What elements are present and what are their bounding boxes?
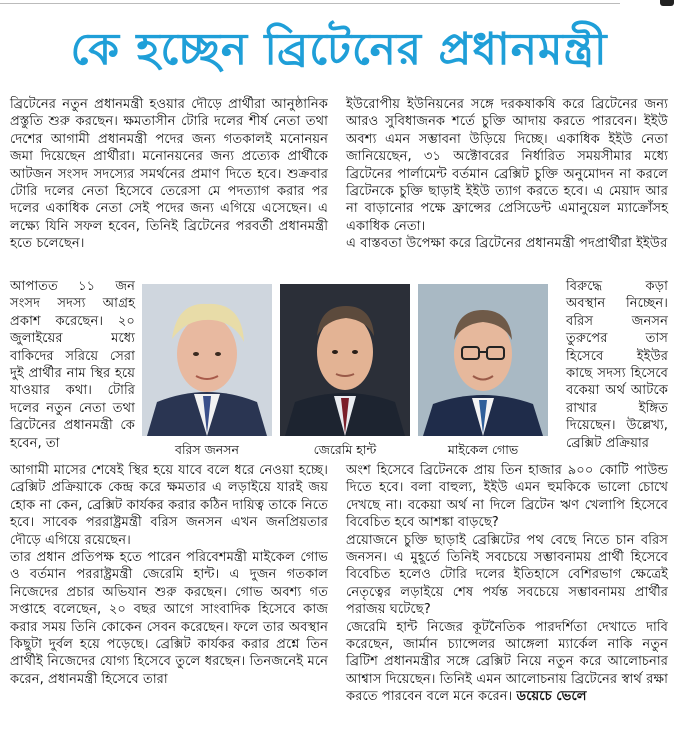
portrait-1 bbox=[142, 284, 272, 436]
left-paragraph-2: আগামী মাসের শেষেই স্থির হয়ে যাবে বলে ধরে নেওয়া হচ্ছে। ব্রেক্সিট প্রক্রিয়াকে কেন্দ্র করে ক্ষমতার এ লড়াইয়ে যারই জয় হোক না কেন, ব্রেক্সিট কার্যকর করার কঠিন দায়িত্ব তাকে নিতে হবে। সাবেক পররাষ্ট্রমন্ত্রী বরিস জনসন এখন জনপ্রিয়তার দৌড়ে এগিয়ে রয়েছেন। bbox=[10, 463, 328, 548]
article-headline: কে হচ্ছেন ব্রিটেনের প্রধানমন্ত্রী bbox=[70, 24, 608, 75]
page-corner-mark bbox=[660, 0, 674, 6]
left-column-top bbox=[10, 96, 328, 253]
right-paragraph-4: প্রয়োজনে চুক্তি ছাড়াই ব্রেক্সিটের পথ বেছে নিতে চান বরিস জনসন। এ মুহূর্তে তিনিই সবচেয়ে সম্ভাবনাময় প্রার্থী হিসেবে বিবেচিত হলেও টোরি দলের ইতিহাসে বেশিরভাগ ক্ষেত্রেই নেতৃত্বের লড়াইয়ে শেষ পর্যন্ত সবচেয়ে সম্ভাবনাময় প্রার্থীর পরাজয় ঘটেছে? bbox=[346, 532, 668, 618]
right-column-top bbox=[346, 96, 668, 253]
right-paragraph-3: অংশ হিসেবে ব্রিটেনকে প্রায় তিন হাজার ৯০০ কোটি পাউন্ড দিতে হবে। বলা বাহুল্য, ইইউ এমন হুমকিকে ভালো চোখে দেখছে না। বকেয়া অর্থ না দিলে ব্রিটেন ঋণ খেলাপি হিসেবে বিবেচিত হবে আশঙ্কা বাড়ছে? bbox=[346, 463, 668, 531]
right-paragraph-5 bbox=[346, 619, 668, 706]
portrait-3 bbox=[418, 284, 548, 436]
left-column-bottom bbox=[10, 462, 328, 688]
photo-boris-johnson bbox=[142, 284, 272, 436]
left-column-beside-photos: আপাতত ১১ জন সংসদ সদস্য আগ্রহ প্রকাশ করেছেন। ২০ জুলাইয়ের মধ্যে বাকিদের সরিয়ে সেরা দুই প্রার্থীর নাম স্থির হয়ে যাওয়ার কথা। টোরি দলের নতুন নেতা তথা ব্রিটেনের প্রধানমন্ত্রী কে হবেন, তা bbox=[10, 279, 135, 451]
source-credit: ডয়েচে ভেলে bbox=[516, 689, 587, 705]
top-rule bbox=[0, 0, 678, 8]
top-rule-line bbox=[0, 3, 620, 4]
portrait-2 bbox=[280, 284, 410, 436]
caption-boris-johnson: বরিস জনসন bbox=[174, 442, 239, 457]
left-paragraph-3: তার প্রধান প্রতিপক্ষ হতে পারেন পরিবেশমন্ত্রী মাইকেল গোভ ও বর্তমান পররাষ্ট্রমন্ত্রী জেরেমি হান্ট। এ দুজন গতকাল নিজেদের প্রচার অভিযান শুরু করছেন। গোভ অবশ্য গত সপ্তাহে বলেছেন, ২০ বছর আগে সাংবাদিক হিসেবে কাজ করার সময় তিনি কোকেন সেবন করেছেন। ফলে তার অবস্থান কিছুটা দুর্বল হয়ে পড়েছে। ব্রেক্সিট কার্যকর করার প্রশ্নে তিন প্রার্থীই নিজেদের যোগ্য হিসেবে তুলে ধরছেন। তিনজনেই মনে করেন, প্রধানমন্ত্রী হিসেবে তারা bbox=[10, 550, 328, 687]
right-column-beside-photos: বিরুদ্ধে কড়া অবস্থান নিচ্ছেন। বরিস জনসন তুরুপের তাস হিসেবে ইইউর কাছে সদস্য হিসেবে বকেয়া অর্থ আটকে রাখার ইঙ্গিত দিয়েছেন। উল্লেখ্য, ব্রেক্সিট প্রক্রিয়ার bbox=[566, 279, 668, 451]
candidate-photos bbox=[142, 284, 560, 462]
right-paragraph-2: এ বাস্তবতা উপেক্ষা করে ব্রিটেনের প্রধানমন্ত্রী পদপ্রার্থীরা ইইউর bbox=[346, 236, 668, 252]
photo-michael-gove bbox=[418, 284, 548, 436]
photo-jeremy-hunt bbox=[280, 284, 410, 436]
right-paragraph-5-text: জেরেমি হান্ট নিজের কূটনৈতিক পারদর্শিতা দেখাতে দাবি করেছেন, জার্মান চ্যান্সেলর আঙ্গেলা ম্যার্কেল নাকি নতুন ব্রিটিশ প্রধানমন্ত্রীর সঙ্গে ব্রেক্সিট নিয়ে নতুন করে আলোচনার আশ্বাস দিয়েছেন। তিনিই এমন আলোচনায় ব্রিটেনের স্বার্থ রক্ষা করতে পারবেন বলে মনে করেন। bbox=[346, 619, 668, 705]
right-column-bottom bbox=[346, 462, 668, 706]
caption-michael-gove: মাইকেল গোভ bbox=[447, 442, 519, 457]
left-paragraph-intro: ব্রিটেনের নতুন প্রধানমন্ত্রী হওয়ার দৌড়ে প্রার্থীরা আনুষ্ঠানিক প্রস্তুতি শুরু করছেন। ক্ষমতাসীন টোরি দলের শীর্ষ নেতা তথা দেশের আগামী প্রধানমন্ত্রী পদের জন্য গতকালই মনোনয়ন জমা দিয়েছেন প্রার্থীরা। মনোনয়নের জন্য প্রত্যেক প্রার্থীকে আটজন সংসদ সদস্যের সমর্থনের প্রমাণ দিতে হবে। শুক্রবার টোরি দলের নেতা হিসেবে তেরেসা মে পদত্যাগ করার পর দলের একাধিক নেতা সেই পদের জন্য এগিয়ে এসেছেন। এ লক্ষ্যে যিনি সফল হবেন, তিনিই ব্রিটেনের পরবর্তী প্রধানমন্ত্রী হতে চলেছেন। bbox=[10, 97, 328, 252]
right-paragraph-1: ইউরোপীয় ইউনিয়নের সঙ্গে দরকষাকষি করে ব্রিটেনের জন্য আরও সুবিধাজনক শর্তে চুক্তি আদায় করতে পারবেন। ইইউ অবশ্য এমন সম্ভাবনা উড়িয়ে দিচ্ছে। একাধিক ইইউ নেতা জানিয়েছেন, ৩১ অক্টোবরের নির্ধারিত সময়সীমার মধ্যে ব্রিটেনের পার্লামেন্ট বর্তমান ব্রেক্সিট চুক্তি অনুমোদন না করলে ব্রিটেনকে চুক্তি ছাড়াই ইইউ ত্যাগ করতে হবে। এ মেয়াদ আর না বাড়ানোর পক্ষে ফ্রান্সের প্রেসিডেন্ট এমানুয়েল ম্যাক্রোঁসহ একাধিক নেতা। bbox=[346, 97, 668, 234]
caption-jeremy-hunt: জেরেমি হান্ট bbox=[313, 442, 377, 457]
